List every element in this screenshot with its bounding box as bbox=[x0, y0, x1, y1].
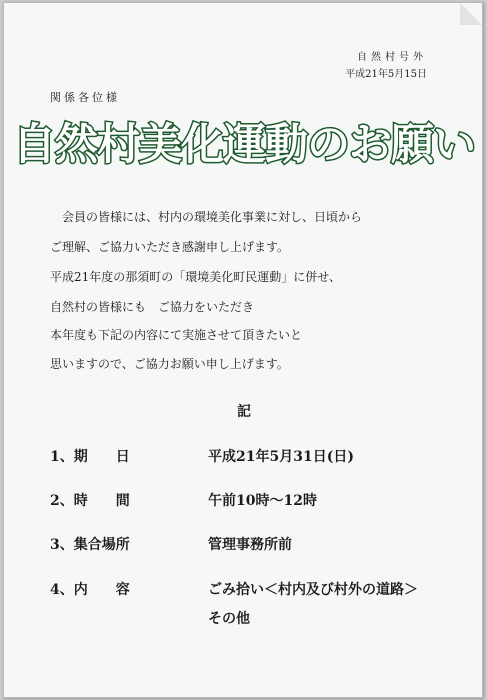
item-date-label: 1、期 日 bbox=[50, 449, 130, 465]
document-date: 平成21年5月15日 bbox=[345, 69, 427, 80]
item-date-value: 平成21年5月31日(日) bbox=[208, 449, 354, 465]
item-content-value: ごみ拾い＜村内及び村外の道路＞ bbox=[208, 582, 418, 598]
body-line: 思いますので、ご協力お願い申し上げます。 bbox=[50, 357, 289, 371]
body-line: ご理解、ご協力いただき感謝申し上げます。 bbox=[50, 240, 290, 254]
notice-paper bbox=[3, 2, 483, 698]
item-content-label: 4、内 容 bbox=[50, 582, 130, 598]
item-content-value-extra: その他 bbox=[208, 611, 250, 627]
body-line: 自然村の皆様にも ご協力をいただき bbox=[50, 300, 255, 314]
item-place-label: 3、集合場所 bbox=[50, 537, 130, 553]
item-place-value: 管理事務所前 bbox=[208, 537, 292, 553]
document-number: 自然村号外 bbox=[357, 52, 427, 63]
notice-title: 自然村美化運動のお願い bbox=[13, 120, 475, 170]
body-line: 本年度も下記の内容にて実施させて頂きたいと bbox=[50, 328, 303, 342]
body-line: 会員の皆様には、村内の環境美化事業に対し、日頃から bbox=[50, 210, 363, 224]
folded-corner bbox=[460, 3, 482, 25]
item-time-value: 午前10時～12時 bbox=[208, 493, 317, 509]
body-line: 平成21年度の那須町の「環境美化町民運動」に併せ、 bbox=[50, 270, 341, 284]
record-heading: 記 bbox=[237, 404, 251, 420]
addressee: 関係各位様 bbox=[50, 91, 120, 104]
item-time-label: 2、時 間 bbox=[50, 493, 130, 509]
